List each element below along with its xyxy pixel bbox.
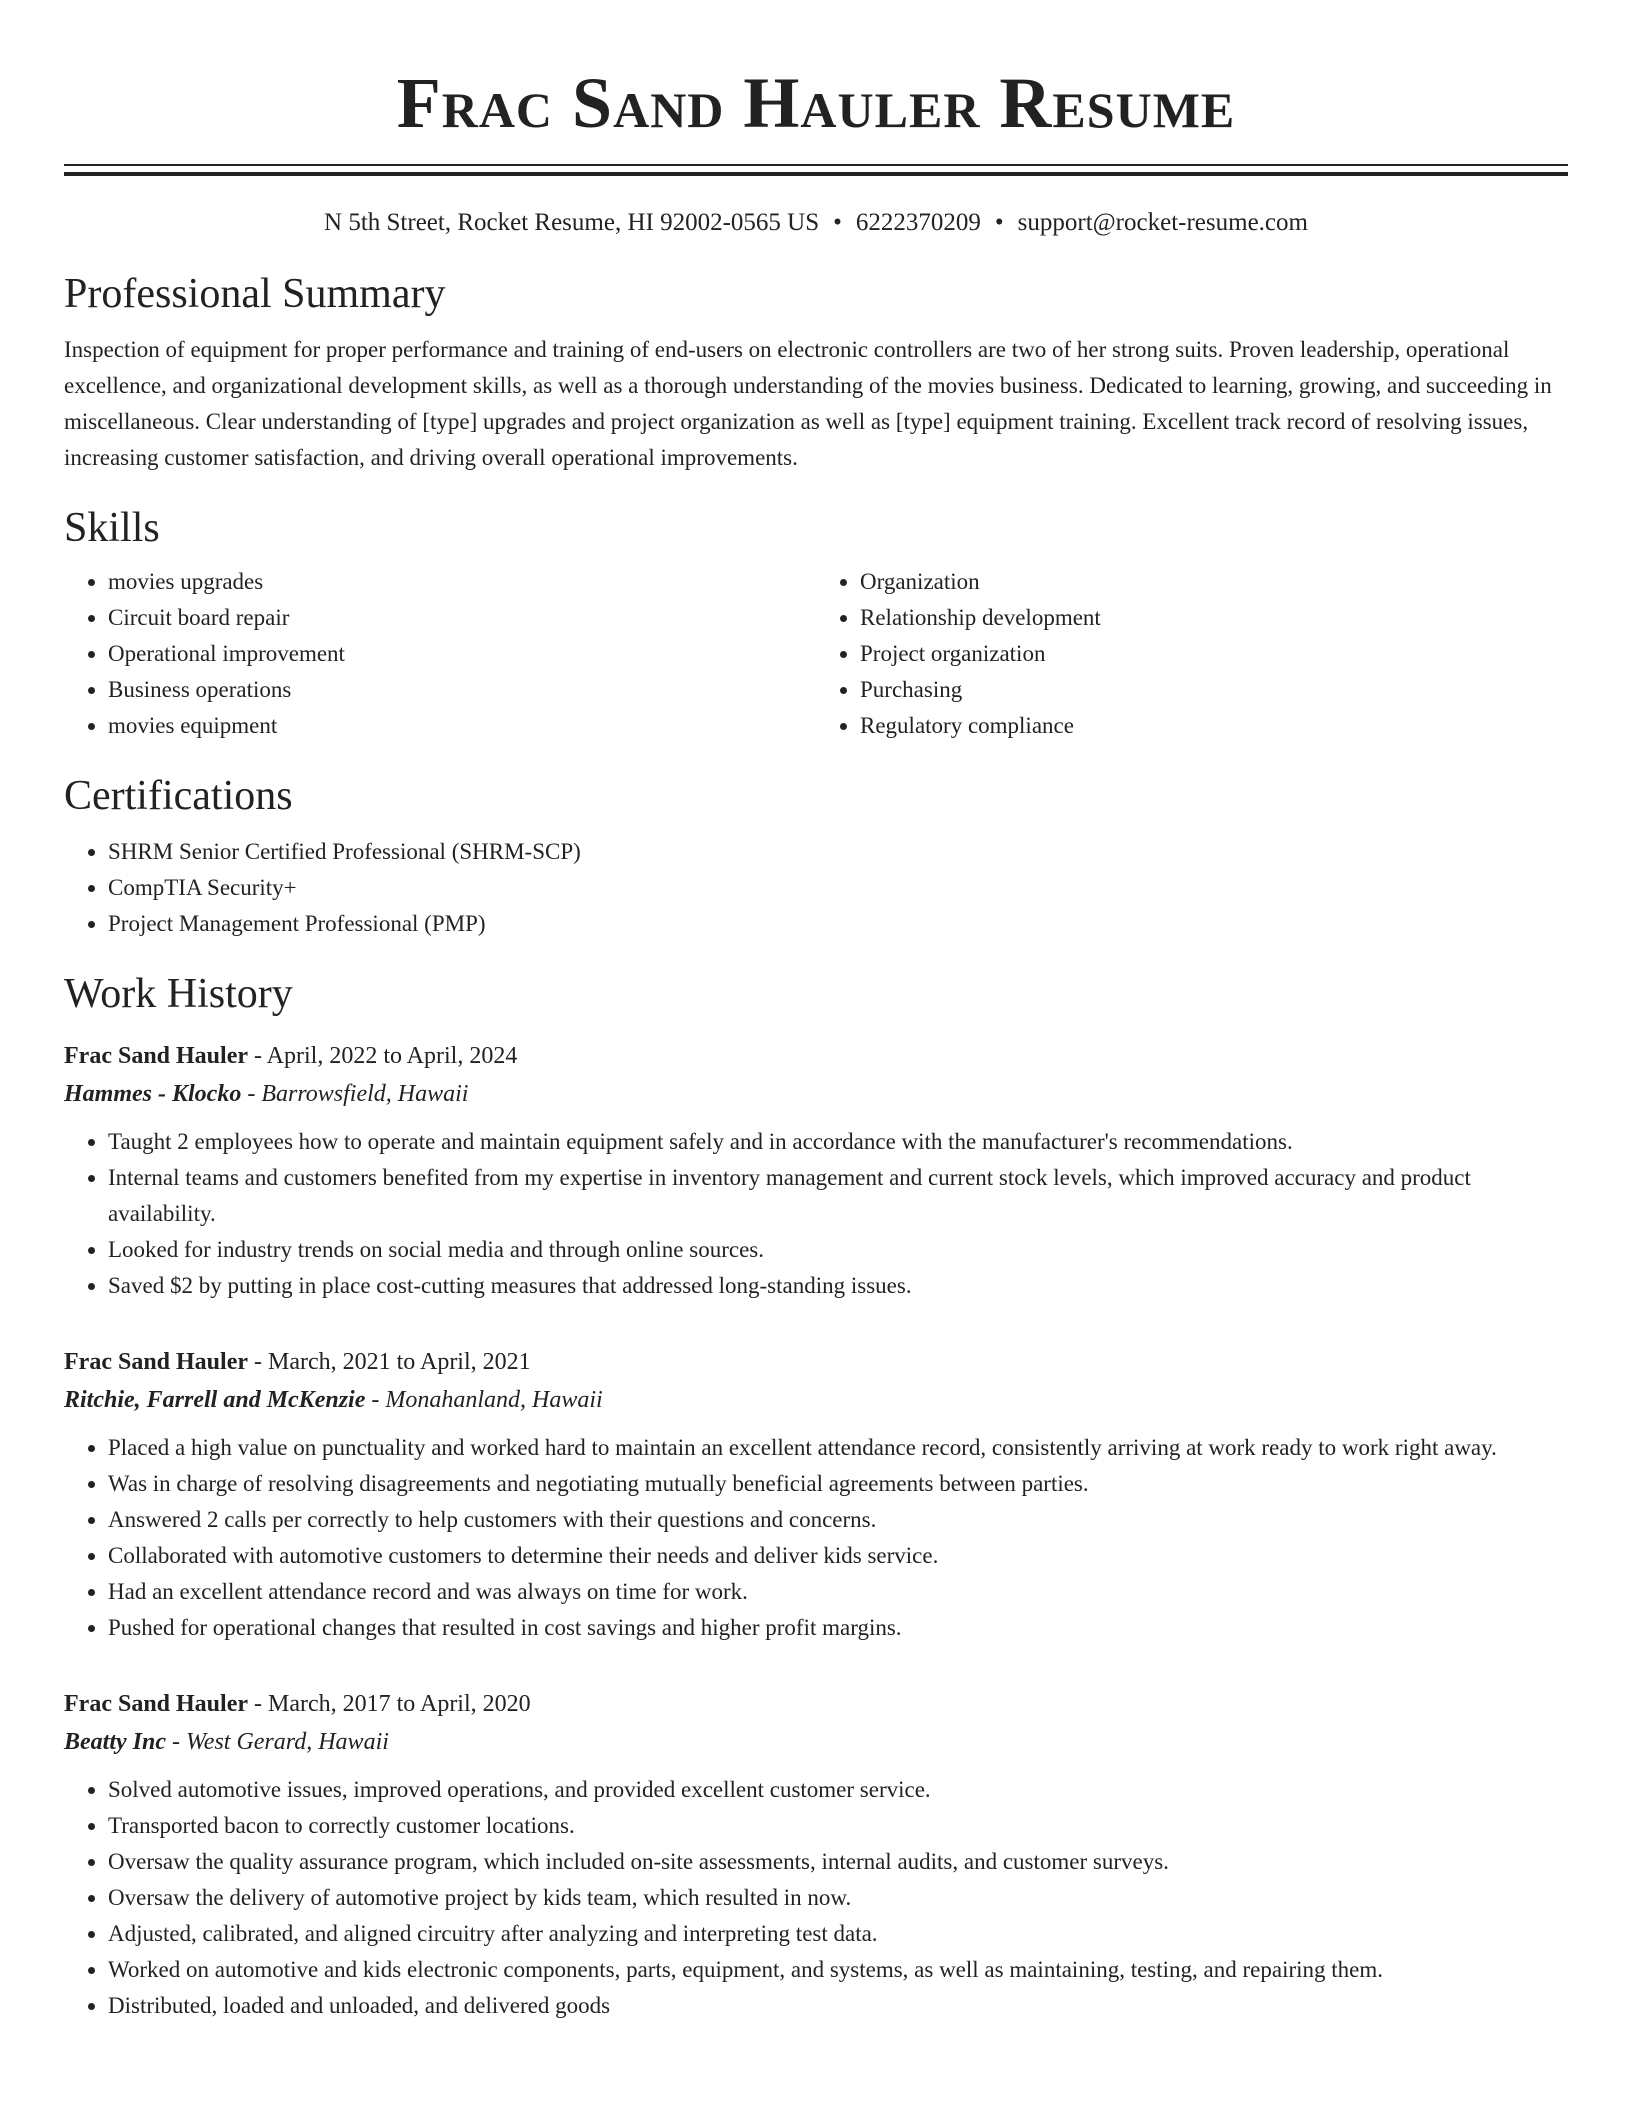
job-bullets [64, 1124, 1568, 1304]
contact-email: support@rocket-resume.com [1017, 209, 1308, 236]
job-company-line [64, 1722, 1568, 1762]
skill-item: • Regulatory compliance [860, 708, 1568, 744]
job-bullet: • Placed a high value on punctuality and worked hard to maintain an excellent attendance record, consistently arriving at work ready to work right away. [108, 1430, 1568, 1466]
job-bullet: • Taught 2 employees how to operate and maintain equipment safely and in accordance with the manufacturer's recommendations. [108, 1124, 1568, 1160]
certifications-heading: Certifications [64, 773, 293, 819]
job-bullet: • Had an excellent attendance record and was always on time for work. [108, 1574, 1568, 1610]
job-company-line [64, 1380, 1568, 1420]
job-dash: - [166, 1729, 186, 1755]
skill-item: • Purchasing [860, 672, 1568, 708]
skills-list [64, 564, 1568, 744]
job-location: West Gerard, Hawaii [186, 1729, 389, 1755]
job-bullet: • Solved automotive issues, improved operations, and provided excellent customer service. [108, 1772, 1568, 1808]
job-company-line [64, 1074, 1568, 1114]
job-company: Beatty Inc [64, 1729, 166, 1755]
certification-item: • Project Management Professional (PMP) [108, 906, 1568, 942]
job-dates: March, 2017 to April, 2020 [268, 1691, 531, 1717]
job-company: Ritchie, Farrell and McKenzie [64, 1387, 366, 1413]
skill-item: • movies upgrades [108, 564, 816, 600]
skill-item: • Circuit board repair [108, 600, 816, 636]
summary-text: Inspection of equipment for proper performance and training of end-users on electronic controllers are two of her strong suits. Proven leadership, operational excellence, and organizational development skills, as well as a thorough understanding of the movies business. Dedicated to learning, growing, and succeeding in miscellaneous. Clear understanding of [type] upgrades and project organization as well as [type] equipment training. Excellent track record of resolving issues, increasing customer satisfaction, and driving overall operational improvements. [64, 337, 1552, 470]
job-bullet: • Saved $2 by putting in place cost-cutting measures that addressed long-standing issues. [108, 1268, 1568, 1304]
skill-item: • Business operations [108, 672, 816, 708]
job-bullet: • Was in charge of resolving disagreements and negotiating mutually beneficial agreements between parties. [108, 1466, 1568, 1502]
certifications-list [64, 834, 1568, 942]
job-bullet: • Distributed, loaded and unloaded, and delivered goods [108, 1988, 1568, 2024]
job-bullets [64, 1772, 1568, 2024]
job-dates: April, 2022 to April, 2024 [266, 1043, 518, 1069]
job-bullet: • Looked for industry trends on social media and through online sources. [108, 1232, 1568, 1268]
job-dash: - [248, 1043, 267, 1069]
job-entry [64, 1344, 1568, 1646]
certification-item: • CompTIA Security+ [108, 870, 1568, 906]
job-location: Monahanland, Hawaii [385, 1387, 603, 1413]
work-history-heading: Work History [64, 971, 293, 1017]
contact-line [64, 206, 1568, 240]
contact-phone: 6222370209 [855, 209, 981, 236]
title-divider [64, 164, 1568, 176]
job-location: Barrowsfield, Hawaii [261, 1081, 469, 1107]
job-bullet: • Oversaw the delivery of automotive project by kids team, which resulted in now. [108, 1880, 1568, 1916]
skills-column-left [64, 564, 816, 744]
job-bullet: • Worked on automotive and kids electronic components, parts, equipment, and systems, as well as maintaining, testing, and repairing them. [108, 1952, 1568, 1988]
job-dash: - [365, 1387, 386, 1413]
job-bullet: • Internal teams and customers benefited from my expertise in inventory management and current stock levels, which improved accuracy and product availability. [108, 1160, 1568, 1232]
summary-heading: Professional Summary [64, 271, 446, 317]
job-bullet: • Collaborated with automotive customers to determine their needs and deliver kids service. [108, 1538, 1568, 1574]
job-dash: - [241, 1081, 262, 1107]
skill-item: • movies equipment [108, 708, 816, 744]
job-role: Frac Sand Hauler [64, 1691, 248, 1717]
contact-address: N 5th Street, Rocket Resume, HI 92002-0565 US [324, 209, 820, 236]
job-bullet: • Pushed for operational changes that resulted in cost savings and higher profit margins. [108, 1610, 1568, 1646]
job-role: Frac Sand Hauler [64, 1349, 248, 1375]
skill-item: • Operational improvement [108, 636, 816, 672]
skills-heading: Skills [64, 505, 160, 551]
job-title-line [64, 1038, 1568, 1074]
job-dates: March, 2021 to April, 2021 [268, 1349, 531, 1375]
skill-item: • Organization [860, 564, 1568, 600]
skills-column-right [816, 564, 1568, 744]
certification-item: • SHRM Senior Certified Professional (SHRM-SCP) [108, 834, 1568, 870]
skill-item: • Project organization [860, 636, 1568, 672]
skill-item: • Relationship development [860, 600, 1568, 636]
job-title-line [64, 1344, 1568, 1380]
job-entry [64, 1686, 1568, 2024]
job-title-line [64, 1686, 1568, 1722]
job-bullet: • Transported bacon to correctly customer locations. [108, 1808, 1568, 1844]
job-bullet: • Oversaw the quality assurance program, which included on-site assessments, internal audits, and customer surveys. [108, 1844, 1568, 1880]
contact-separator: • [994, 209, 1004, 236]
job-bullet: • Adjusted, calibrated, and aligned circuitry after analyzing and interpreting test data. [108, 1916, 1568, 1952]
job-bullet: • Answered 2 calls per correctly to help customers with their questions and concerns. [108, 1502, 1568, 1538]
job-dash: - [248, 1349, 268, 1375]
job-role: Frac Sand Hauler [64, 1043, 248, 1069]
job-dash: - [248, 1691, 268, 1717]
job-bullets [64, 1430, 1568, 1646]
job-company: Hammes - Klocko [64, 1081, 242, 1107]
job-entry [64, 1038, 1568, 1304]
resume-title: Frac Sand Hauler Resume [396, 63, 1236, 143]
contact-separator: • [833, 209, 842, 236]
